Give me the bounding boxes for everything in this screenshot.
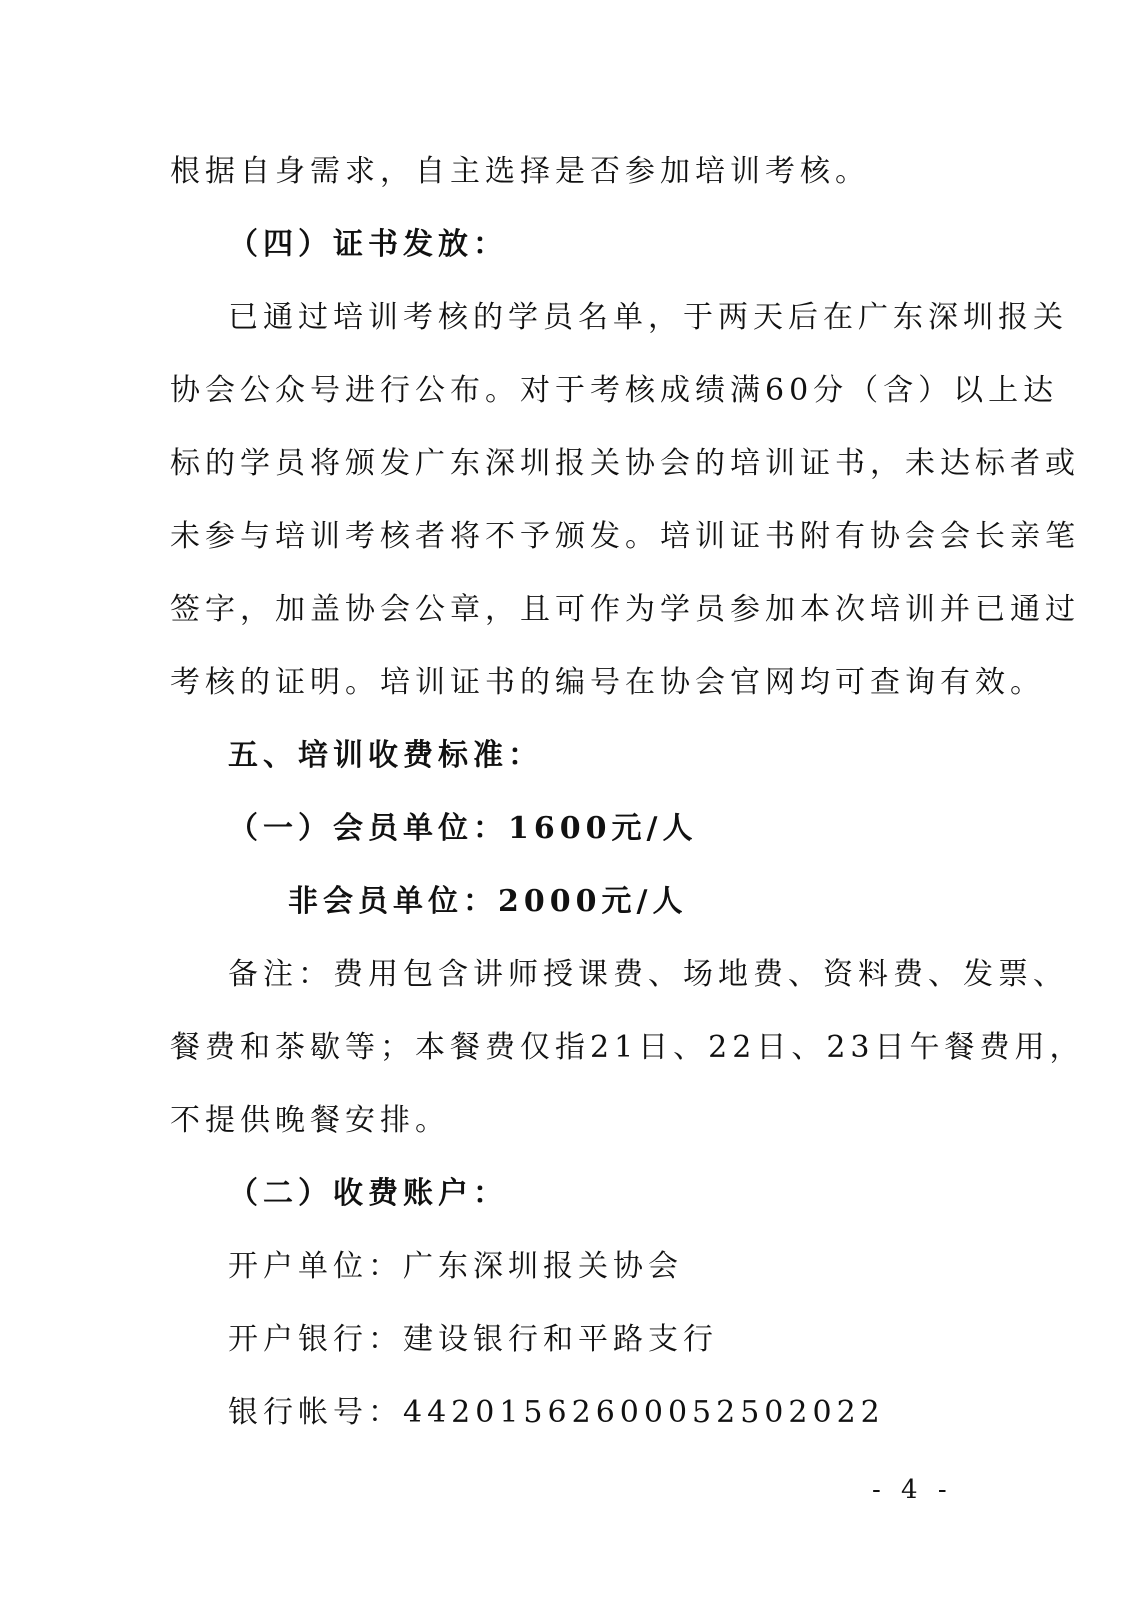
section-heading-fees: 五、培训收费标准：	[228, 738, 543, 773]
remark-line-3: 不提供晚餐安排。	[170, 1103, 450, 1138]
paragraph-line-4: 标的学员将颁发广东深圳报关协会的培训证书，未达标者或	[170, 446, 1080, 481]
paragraph-line-5: 未参与培训考核者将不予颁发。培训证书附有协会会长亲笔	[170, 519, 1080, 554]
account-bank: 开户银行：建设银行和平路支行	[228, 1322, 718, 1357]
section-heading-certificate: （四）证书发放：	[228, 227, 508, 262]
paragraph-line-7: 考核的证明。培训证书的编号在协会官网均可查询有效。	[170, 665, 1045, 700]
remark-line-1: 备注：费用包含讲师授课费、场地费、资料费、发票、	[228, 957, 1068, 992]
page-number: - 4 -	[872, 1475, 953, 1505]
paragraph-line-3: 协会公众号进行公布。对于考核成绩满60分（含）以上达	[170, 373, 1059, 408]
paragraph-line-6: 签字，加盖协会公章，且可作为学员参加本次培训并已通过	[170, 592, 1080, 627]
account-holder: 开户单位：广东深圳报关协会	[228, 1249, 683, 1284]
non-member-fee: 非会员单位：2000元/人	[288, 884, 688, 919]
account-number: 银行帐号：44201562600052502022	[228, 1395, 885, 1430]
paragraph-line-1: 根据自身需求，自主选择是否参加培训考核。	[170, 154, 870, 189]
paragraph-line-2: 已通过培训考核的学员名单，于两天后在广东深圳报关	[228, 300, 1068, 335]
member-fee: （一）会员单位：1600元/人	[228, 811, 698, 846]
remark-line-2: 餐费和茶歇等；本餐费仅指21日、22日、23日午餐费用，	[170, 1030, 1085, 1065]
section-heading-account: （二）收费账户：	[228, 1176, 508, 1211]
